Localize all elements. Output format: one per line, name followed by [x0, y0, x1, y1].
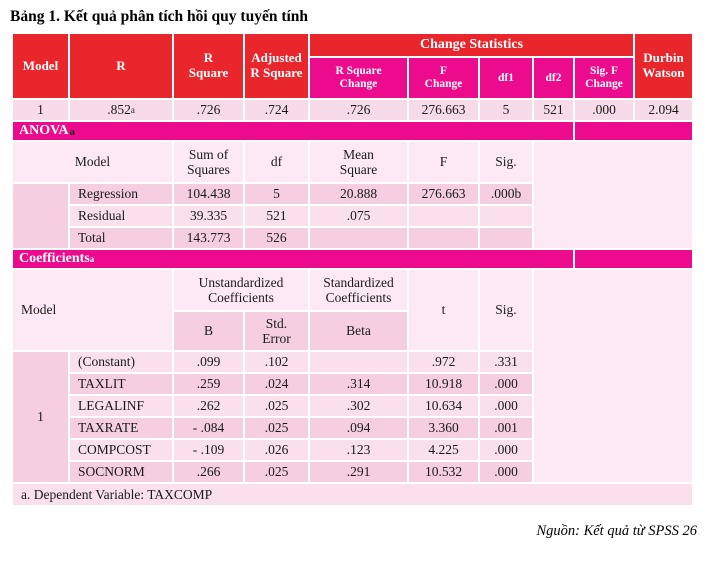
ms-value-df1: 5 — [480, 100, 532, 120]
coef-subheader-b: B — [174, 312, 243, 350]
coef-row-beta: .123 — [310, 440, 407, 460]
anova-section-superscript: a — [69, 126, 76, 138]
coef-row-name: LEGALINF — [70, 396, 172, 416]
coef-right-merged-cell — [534, 270, 692, 482]
anova-header-df: df — [245, 142, 308, 182]
coef-subheader-beta: Beta — [310, 312, 407, 350]
coef-row-beta — [310, 352, 407, 372]
ms-header-model: Model — [13, 34, 68, 98]
ms-subheader-df2: df2 — [534, 58, 573, 98]
coef-header-model: Model — [13, 270, 172, 350]
ms-header-change-statistics: Change Statistics — [310, 34, 633, 56]
source-note: Nguồn: Kết quả từ SPSS 26 — [536, 523, 697, 539]
anova-row-label: Total — [70, 228, 172, 248]
anova-row-sig — [480, 228, 532, 248]
coef-row-name: SOCNORM — [70, 462, 172, 482]
coefficients-section-header-right — [575, 250, 692, 268]
coef-row-b: - .109 — [174, 440, 243, 460]
anova-model-number-cell — [13, 184, 68, 248]
anova-header-model: Model — [13, 142, 172, 182]
coef-header-standardized: Standardized Coefficients — [310, 270, 407, 310]
coef-row-b: .099 — [174, 352, 243, 372]
anova-row-df: 521 — [245, 206, 308, 226]
coef-row-sig: .000 — [480, 374, 532, 394]
coef-header-unstandardized: Unstandardized Coefficients — [174, 270, 308, 310]
anova-row-label: Residual — [70, 206, 172, 226]
coefficients-section-header: Coefficients a — [13, 250, 573, 268]
ms-value-df2: 521 — [534, 100, 573, 120]
ms-subheader-f-change: F Change — [409, 58, 478, 98]
ms-value-model: 1 — [13, 100, 68, 120]
coef-row-beta: .302 — [310, 396, 407, 416]
table-title: Bảng 1. Kết quả phân tích hồi quy tuyến tính — [10, 8, 309, 25]
ms-header-r: R — [70, 34, 172, 98]
coef-row-sig: .000 — [480, 440, 532, 460]
anova-row-ss: 39.335 — [174, 206, 243, 226]
anova-section-header — [13, 122, 573, 140]
coef-row-name: TAXRATE — [70, 418, 172, 438]
coef-row-se: .026 — [245, 440, 308, 460]
coef-row-beta: .314 — [310, 374, 407, 394]
anova-header-f: F — [409, 142, 478, 182]
coef-row-t: 4.225 — [409, 440, 478, 460]
anova-row-f — [409, 228, 478, 248]
coef-row-sig: .000 — [480, 462, 532, 482]
anova-row-label: Regression — [70, 184, 172, 204]
anova-row-df: 5 — [245, 184, 308, 204]
anova-row-ms — [310, 228, 407, 248]
coef-row-beta: .291 — [310, 462, 407, 482]
anova-right-merged-cell — [534, 142, 692, 248]
ms-header-r-square: R Square — [174, 34, 243, 98]
coef-row-b: - .084 — [174, 418, 243, 438]
ms-value-sig-f-change: .000 — [575, 100, 633, 120]
anova-row-df: 526 — [245, 228, 308, 248]
coef-row-se: .025 — [245, 462, 308, 482]
anova-row-sig: .000b — [480, 184, 532, 204]
coef-row-name: TAXLIT — [70, 374, 172, 394]
coef-row-sig: .001 — [480, 418, 532, 438]
coef-row-b: .259 — [174, 374, 243, 394]
coef-header-sig: Sig. — [480, 270, 532, 350]
coef-row-se: .024 — [245, 374, 308, 394]
coef-row-sig: .000 — [480, 396, 532, 416]
coef-header-t: t — [409, 270, 478, 350]
coef-row-b: .262 — [174, 396, 243, 416]
ms-header-adj-r-square: Adjusted R Square — [245, 34, 308, 98]
anova-row-f — [409, 206, 478, 226]
anova-section-title: ANOVA — [19, 123, 69, 138]
ms-value-rsq-change: .726 — [310, 100, 407, 120]
coef-row-se: .102 — [245, 352, 308, 372]
ms-value-f-change: 276.663 — [409, 100, 478, 120]
anova-row-ms: .075 — [310, 206, 407, 226]
ms-subheader-r-square-change: R Square Change — [310, 58, 407, 98]
ms-value-r: .852 a — [70, 100, 172, 120]
anova-row-ss: 143.773 — [174, 228, 243, 248]
anova-row-f: 276.663 — [409, 184, 478, 204]
ms-subheader-df1: df1 — [480, 58, 532, 98]
coef-row-beta: .094 — [310, 418, 407, 438]
coef-row-t: 10.918 — [409, 374, 478, 394]
anova-header-sig: Sig. — [480, 142, 532, 182]
coef-row-name: COMPCOST — [70, 440, 172, 460]
coef-row-name: (Constant) — [70, 352, 172, 372]
coef-row-se: .025 — [245, 396, 308, 416]
anova-section-header-right — [575, 122, 692, 140]
coef-row-se: .025 — [245, 418, 308, 438]
coef-row-t: 10.634 — [409, 396, 478, 416]
ms-subheader-sig-f-change: Sig. F Change — [575, 58, 633, 98]
coef-row-sig: .331 — [480, 352, 532, 372]
ms-value-adj-r-square: .724 — [245, 100, 308, 120]
ms-value-durbin-watson: 2.094 — [635, 100, 692, 120]
anova-header-sum-of-squares: Sum of Squares — [174, 142, 243, 182]
anova-row-sig — [480, 206, 532, 226]
coef-row-t: 3.360 — [409, 418, 478, 438]
regression-results-table — [13, 34, 692, 505]
ms-value-r-number: .852 — [107, 102, 131, 118]
coef-row-b: .266 — [174, 462, 243, 482]
coefficients-section-title: Coefficients — [19, 251, 90, 266]
coef-row-t: .972 — [409, 352, 478, 372]
coef-subheader-std-error: Std. Error — [245, 312, 308, 350]
anova-row-ss: 104.438 — [174, 184, 243, 204]
ms-header-durbin-watson: Durbin Watson — [635, 34, 692, 98]
ms-value-r-square: .726 — [174, 100, 243, 120]
anova-row-ms: 20.888 — [310, 184, 407, 204]
table-footnote: a. Dependent Variable: TAXCOMP — [13, 484, 692, 505]
anova-header-mean-square: Mean Square — [310, 142, 407, 182]
coef-model-number-cell: 1 — [13, 352, 68, 482]
coef-row-t: 10.532 — [409, 462, 478, 482]
